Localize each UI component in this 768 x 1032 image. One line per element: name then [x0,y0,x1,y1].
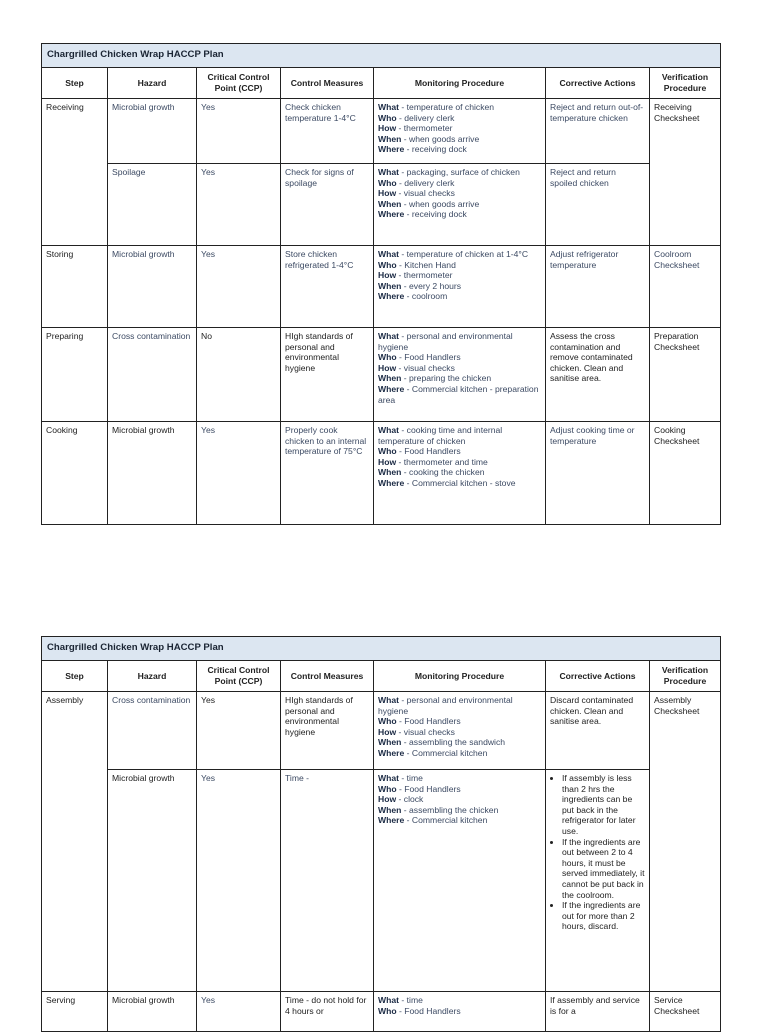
monitoring-line: Who - delivery clerk [378,177,455,188]
table-row [42,692,721,770]
control-cell: Check for signs of spoilage [281,164,374,246]
step-cell: Preparing [42,328,108,422]
monitoring-line: What - packaging, surface of chicken [378,167,520,177]
hazard-cell: Microbial growth [108,246,197,328]
step-cell: Receiving [42,99,108,246]
table-row [42,422,721,525]
monitoring-line: Where - receiving dock [378,144,467,155]
monitoring-cell [374,246,546,328]
monitoring-line: Where - Commercial kitchen [378,815,488,826]
monitoring-line: When - every 2 hours [378,280,462,291]
control-cell: HIgh standards of personal and environmental hygiene [281,328,374,422]
table-row [42,99,721,164]
monitoring-line: How - thermometer and time [378,456,488,467]
ccp-cell: No [197,328,281,422]
monitoring-line: What - time [378,995,423,1005]
corrective-cell: Reject and return out-of-temperature chicken [546,99,650,164]
table-row [42,164,721,246]
ccp-cell: Yes [197,692,281,770]
monitoring-line: How - thermometer [378,123,453,134]
corrective-cell: Assess the cross contamination and remove contaminated chicken. Clean and sanitise area. [546,328,650,422]
monitoring-line: Who - Food Handlers [378,716,461,727]
monitoring-cell [374,770,546,992]
monitoring-cell [374,99,546,164]
hazard-cell: Microbial growth [108,422,197,525]
step-cell: Serving [42,992,108,1032]
hazard-cell: Microbial growth [108,99,197,164]
monitoring-line: Where - Commercial kitchen [378,747,488,758]
monitoring-line: When - when goods arrive [378,133,480,144]
haccp-table-2 [41,636,721,1032]
control-cell: Properly cook chicken to an internal temperature of 75°C [281,422,374,525]
control-cell: Time - [281,770,374,992]
monitoring-line: What - temperature of chicken [378,102,495,112]
monitoring-cell [374,422,546,525]
header-row [42,661,721,692]
monitoring-line: When - assembling the sandwich [378,737,506,748]
control-cell: HIgh standards of personal and environmental hygiene [281,692,374,770]
col-header-ccp: Critical Control Point (CCP) [197,68,281,99]
corrective-cell: Discard contaminated chicken. Clean and sanitise area. [546,692,650,770]
monitoring-line: What - personal and environmental hygiene [378,331,513,352]
monitoring-line: Who - Food Handlers [378,352,461,363]
table-row [42,992,721,1032]
monitoring-line: Where - coolroom [378,291,448,302]
monitoring-line: How - visual checks [378,726,455,737]
hazard-cell: Microbial growth [108,770,197,992]
monitoring-line: Who - Food Handlers [378,783,461,794]
verification-cell: Preparation Checksheet [650,328,721,422]
monitoring-cell [374,164,546,246]
hazard-cell: Cross contamination [108,692,197,770]
control-cell: Time - do not hold for 4 hours or [281,992,374,1032]
col-header-corrective: Corrective Actions [546,68,650,99]
monitoring-cell [374,692,546,770]
monitoring-line: Where - Commercial kitchen - stove [378,477,516,488]
col-header-ccp: Critical Control Point (CCP) [197,661,281,692]
corrective-cell: Adjust refrigerator temperature [546,246,650,328]
step-cell: Assembly [42,692,108,992]
hazard-cell: Cross contamination [108,328,197,422]
corrective-cell: Reject and return spoiled chicken [546,164,650,246]
table-row [42,770,721,992]
monitoring-line: When - cooking the chicken [378,467,485,478]
col-header-hazard: Hazard [108,68,197,99]
ccp-cell: Yes [197,246,281,328]
monitoring-line: What - cooking time and internal temperature of chicken [378,425,503,446]
haccp-table-1 [41,43,721,525]
verification-cell: Service Checksheet [650,992,721,1032]
monitoring-line: Who - Food Handlers [378,446,461,457]
header-row [42,68,721,99]
hazard-cell: Microbial growth [108,992,197,1032]
monitoring-line: What - time [378,773,423,783]
table-row [42,328,721,422]
ccp-cell: Yes [197,992,281,1032]
ccp-cell: Yes [197,422,281,525]
monitoring-line: How - visual checks [378,188,455,199]
list-item: • If the ingredients are out for more than 2 hours, discard. [562,900,645,932]
col-header-control: Control Measures [281,68,374,99]
table-title: Chargrilled Chicken Wrap HACCP Plan [42,637,721,661]
monitoring-line: When - preparing the chicken [378,373,492,384]
step-cell: Storing [42,246,108,328]
corrective-list [550,773,645,932]
verification-cell: Coolroom Checksheet [650,246,721,328]
monitoring-line: When - when goods arrive [378,198,480,209]
table-title: Chargrilled Chicken Wrap HACCP Plan [42,44,721,68]
monitoring-line: Who - Kitchen Hand [378,259,456,270]
monitoring-line: What - personal and environmental hygiene [378,695,513,716]
monitoring-line: When - assembling the chicken [378,804,499,815]
table-row [42,246,721,328]
verification-cell: Cooking Checksheet [650,422,721,525]
verification-cell: Assembly Checksheet [650,692,721,992]
ccp-cell: Yes [197,99,281,164]
list-item: • If the ingredients are out between 2 to 4 hours, it must be served immediately, it cannot be put back in the coolroom. [562,837,645,901]
col-header-verification: Verification Procedure [650,68,721,99]
col-header-step: Step [42,661,108,692]
monitoring-line: Where - receiving dock [378,209,467,220]
hazard-cell: Spoilage [108,164,197,246]
col-header-control: Control Measures [281,661,374,692]
col-header-monitoring: Monitoring Procedure [374,68,546,99]
ccp-cell: Yes [197,164,281,246]
monitoring-line: How - visual checks [378,362,455,373]
verification-cell: Receiving Checksheet [650,99,721,246]
step-cell: Cooking [42,422,108,525]
monitoring-line: Who - delivery clerk [378,112,455,123]
corrective-cell: Adjust cooking time or temperature [546,422,650,525]
monitoring-line: How - thermometer [378,270,453,281]
col-header-verification: Verification Procedure [650,661,721,692]
corrective-cell: If assembly and service is for a [546,992,650,1032]
col-header-hazard: Hazard [108,661,197,692]
corrective-cell [546,770,650,992]
monitoring-cell [374,328,546,422]
control-cell: Store chicken refrigerated 1-4°C [281,246,374,328]
col-header-corrective: Corrective Actions [546,661,650,692]
control-cell: Check chicken temperature 1-4°C [281,99,374,164]
ccp-cell: Yes [197,770,281,992]
col-header-step: Step [42,68,108,99]
monitoring-line: What - temperature of chicken at 1-4°C [378,249,529,259]
monitoring-line: How - clock [378,794,424,805]
col-header-monitoring: Monitoring Procedure [374,661,546,692]
list-item: • If assembly is less than 2 hrs the ingredients can be put back in the refrigerator for later use. [562,773,645,837]
monitoring-line: Where - Commercial kitchen - preparation area [378,383,539,405]
monitoring-line: Who - Food Handlers [378,1005,461,1016]
monitoring-cell [374,992,546,1032]
